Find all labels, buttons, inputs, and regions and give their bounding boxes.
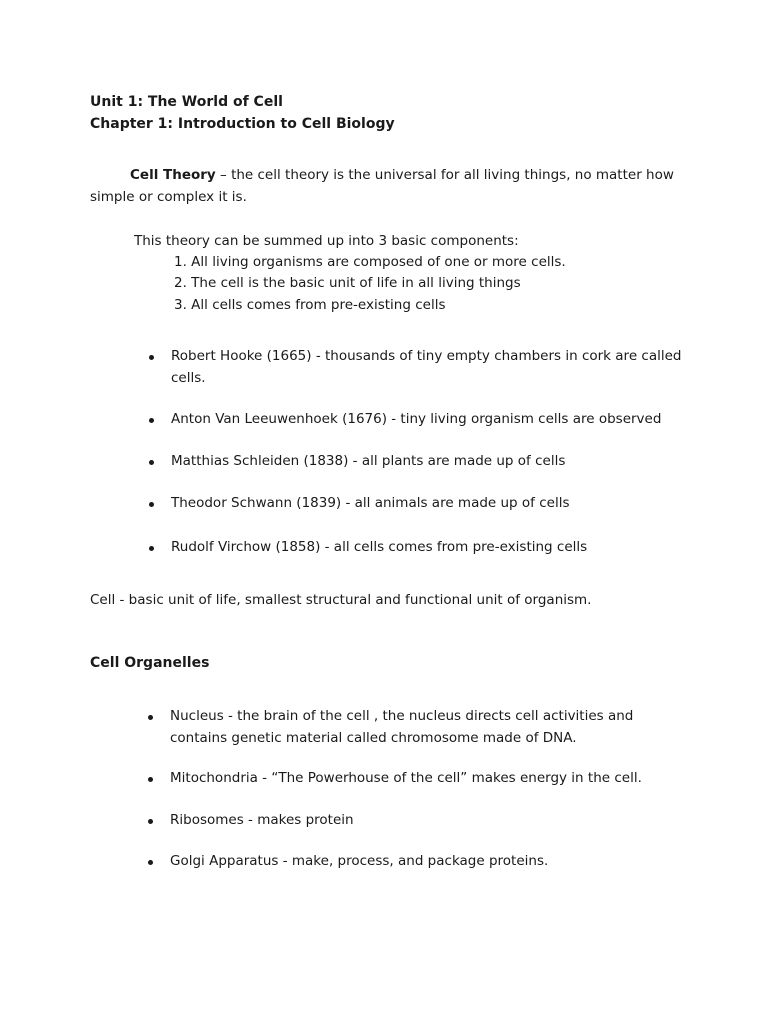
list-item-continuation: contains genetic material called chromosome made of DNA. bbox=[170, 730, 577, 746]
bullet-icon bbox=[148, 860, 153, 865]
bullet-icon bbox=[148, 777, 153, 782]
list-item: Rudolf Virchow (1858) - all cells comes from pre-existing cells bbox=[171, 539, 588, 555]
component-item: 3. All cells comes from pre-existing cells bbox=[174, 297, 446, 313]
list-item: Robert Hooke (1665) - thousands of tiny empty chambers in cork are called bbox=[171, 348, 682, 364]
list-item: Anton Van Leeuwenhoek (1676) - tiny living organism cells are observed bbox=[171, 411, 662, 427]
list-item: Theodor Schwann (1839) - all animals are made up of cells bbox=[171, 495, 570, 511]
list-item: Nucleus - the brain of the cell , the nucleus directs cell activities and bbox=[170, 708, 634, 724]
list-item-continuation: cells. bbox=[171, 370, 206, 386]
list-item: Matthias Schleiden (1838) - all plants are made up of cells bbox=[171, 453, 566, 469]
chapter-title: Chapter 1: Introduction to Cell Biology bbox=[90, 116, 395, 132]
cell-theory-definition: – the cell theory is the universal for all living things, no matter how bbox=[215, 167, 674, 183]
cell-theory-intro: This theory can be summed up into 3 basic components: bbox=[134, 233, 519, 249]
list-item: Ribosomes - makes protein bbox=[170, 812, 354, 828]
bullet-icon bbox=[148, 715, 153, 720]
bullet-icon bbox=[149, 355, 154, 360]
bullet-icon bbox=[149, 418, 154, 423]
cell-theory-line1 bbox=[130, 167, 674, 183]
bullet-icon bbox=[149, 546, 154, 551]
cell-theory-line2: simple or complex it is. bbox=[90, 189, 247, 205]
organelles-heading: Cell Organelles bbox=[90, 655, 210, 671]
cell-definition: Cell - basic unit of life, smallest structural and functional unit of organism. bbox=[90, 592, 592, 608]
bullet-icon bbox=[149, 460, 154, 465]
list-item: Mitochondria - “The Powerhouse of the cell” makes energy in the cell. bbox=[170, 770, 642, 786]
component-item: 2. The cell is the basic unit of life in all living things bbox=[174, 275, 521, 291]
bullet-icon bbox=[148, 819, 153, 824]
list-item: Golgi Apparatus - make, process, and package proteins. bbox=[170, 853, 549, 869]
unit-title: Unit 1: The World of Cell bbox=[90, 94, 283, 110]
bullet-icon bbox=[149, 502, 154, 507]
component-item: 1. All living organisms are composed of one or more cells. bbox=[174, 254, 566, 270]
cell-theory-term: Cell Theory bbox=[130, 167, 216, 183]
